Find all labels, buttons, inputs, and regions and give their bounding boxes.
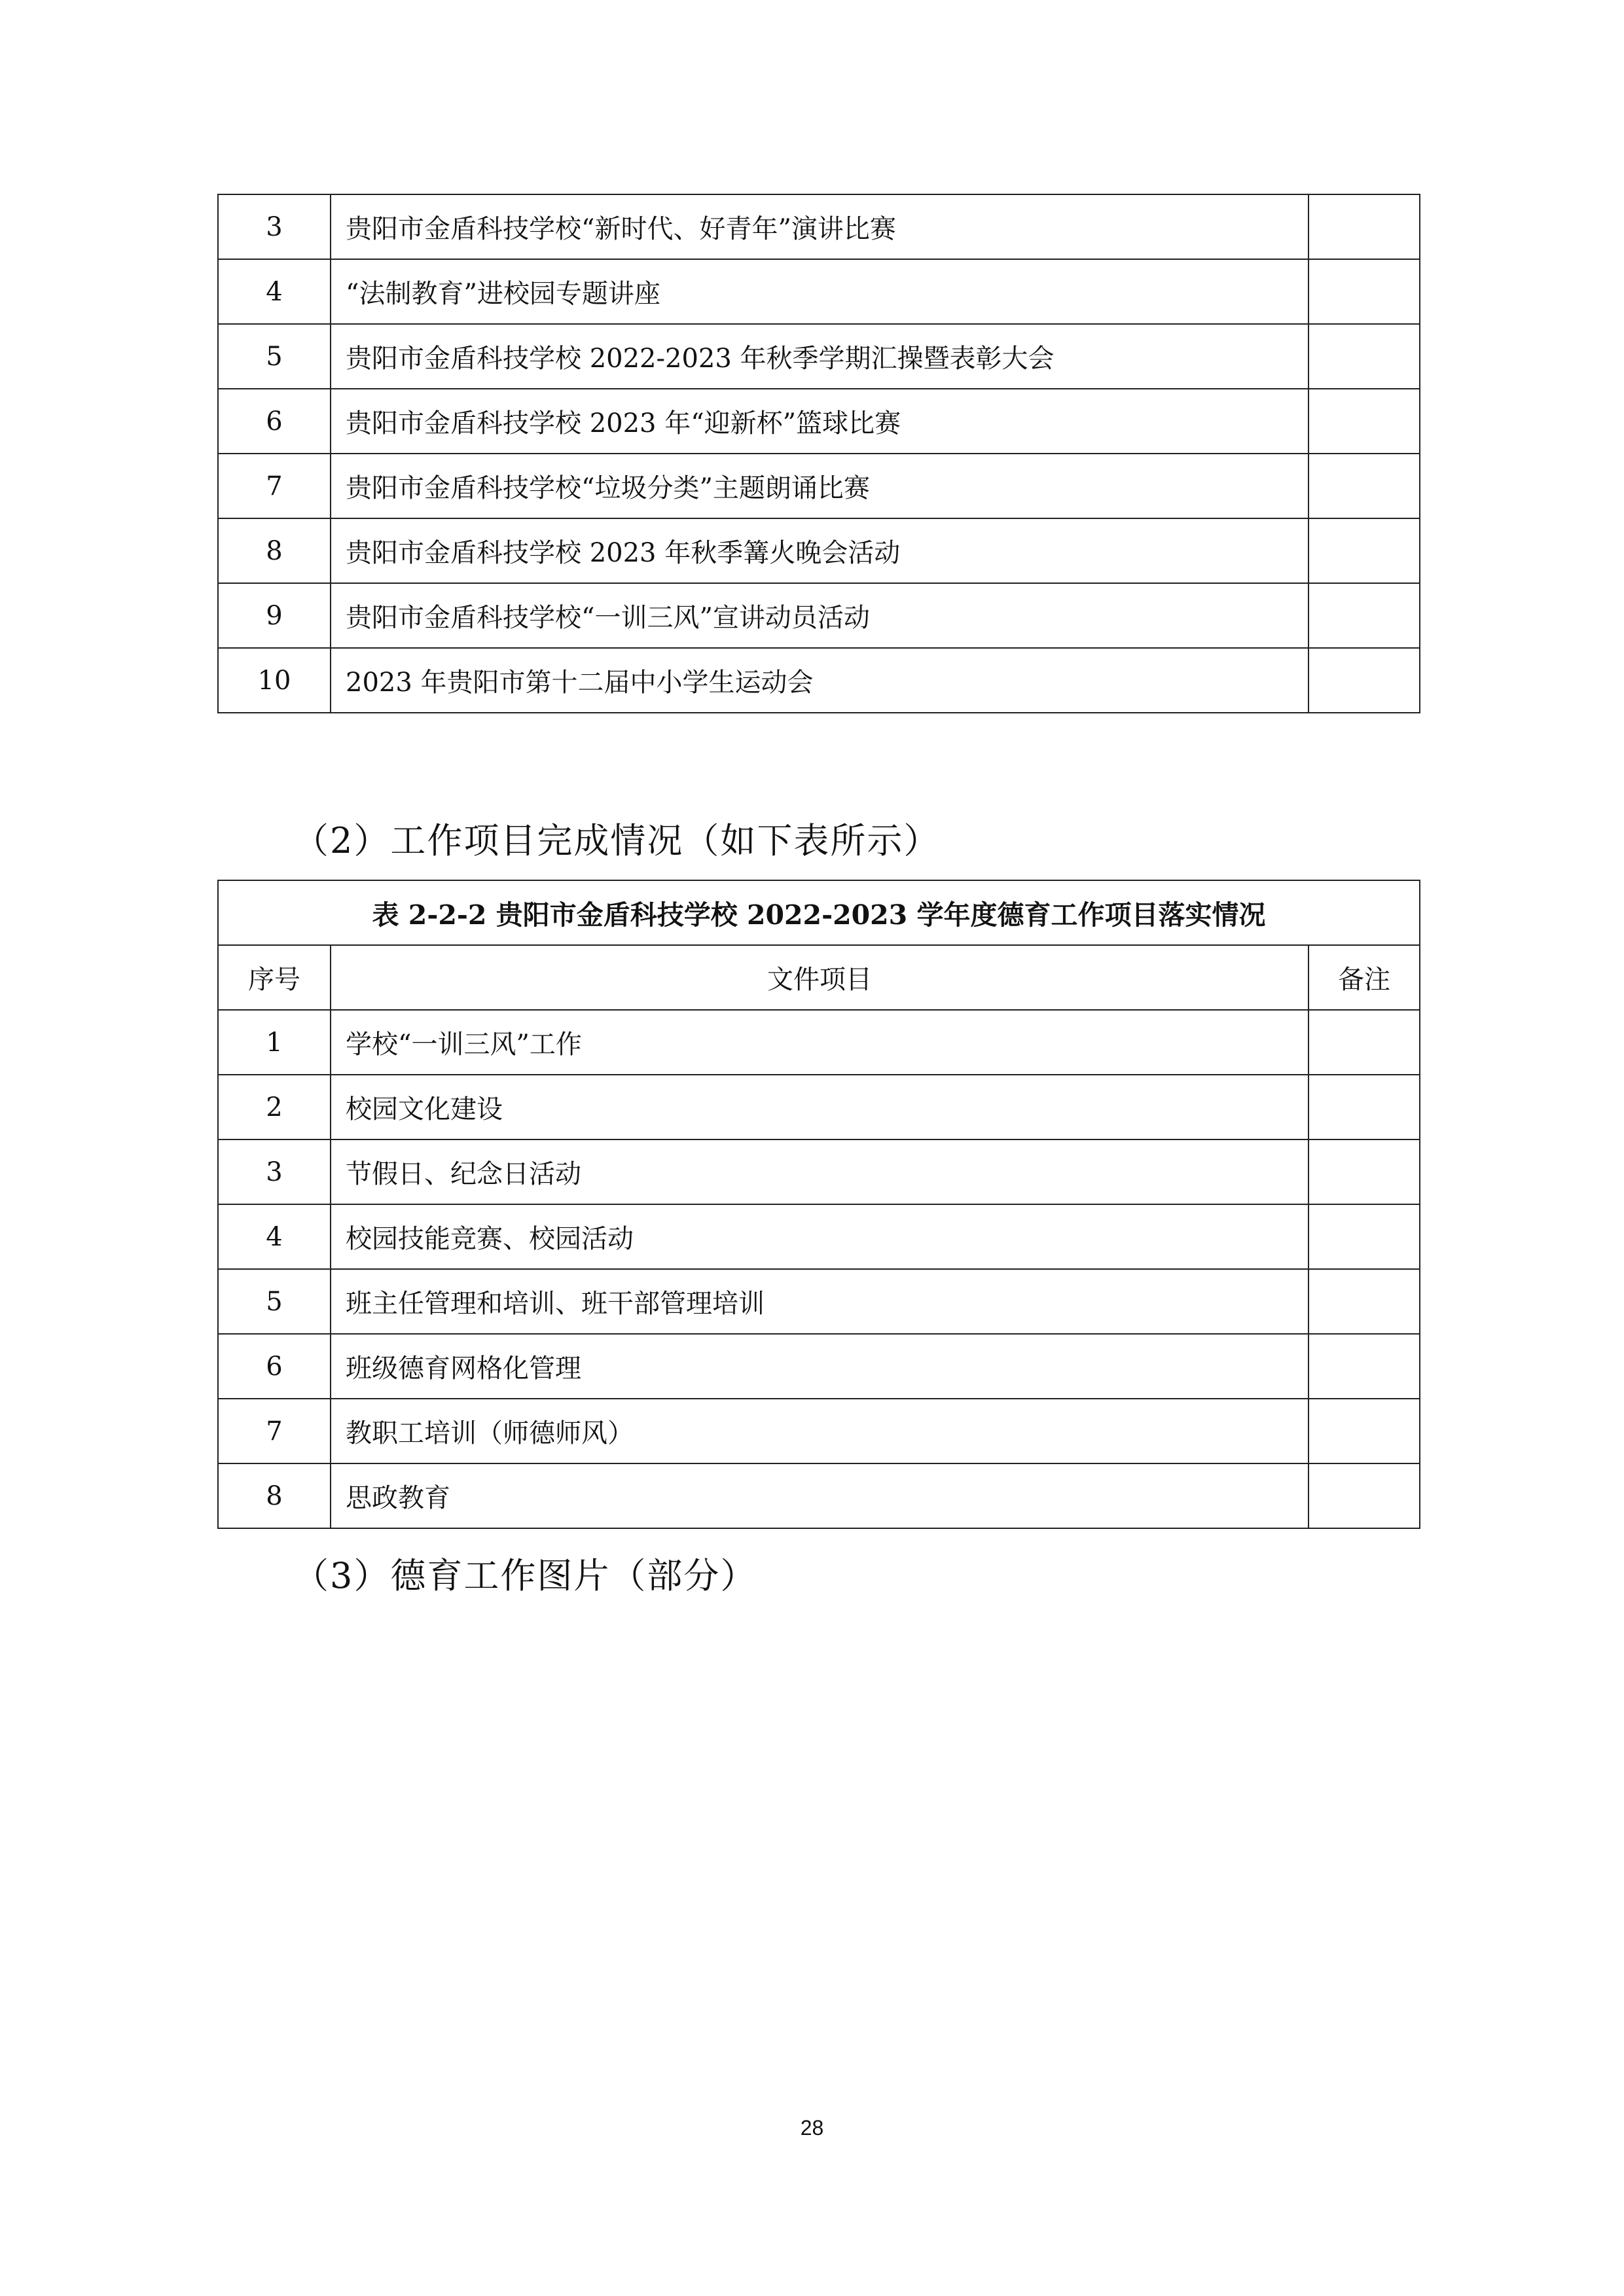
remark-cell [1308, 583, 1420, 648]
table-row [218, 259, 1420, 324]
remark-cell [1308, 1010, 1420, 1075]
remark-cell [1308, 1463, 1420, 1528]
activity-name: 贵阳市金盾科技学校 2023 年秋季篝火晚会活动 [331, 518, 1308, 583]
table-row [218, 1139, 1420, 1204]
activity-name: 2023 年贵阳市第十二届中小学生运动会 [331, 648, 1308, 713]
activity-name: 贵阳市金盾科技学校 2023 年“迎新杯”篮球比赛 [331, 389, 1308, 454]
activity-name: 贵阳市金盾科技学校“一训三风”宣讲动员活动 [331, 583, 1308, 648]
remark-cell [1308, 1399, 1420, 1463]
remark-cell [1308, 259, 1420, 324]
remark-cell [1308, 194, 1420, 259]
table-row [218, 1463, 1420, 1528]
remark-cell [1308, 454, 1420, 518]
row-number: 4 [218, 259, 331, 324]
table-header-row [218, 945, 1420, 1010]
row-number: 6 [218, 1334, 331, 1399]
activity-name: 贵阳市金盾科技学校“新时代、好青年”演讲比赛 [331, 194, 1308, 259]
remark-cell [1308, 324, 1420, 389]
remark-cell [1308, 1269, 1420, 1334]
activities-table [217, 194, 1420, 713]
activity-name: 贵阳市金盾科技学校“垃圾分类”主题朗诵比赛 [331, 454, 1308, 518]
project-item: 班主任管理和培训、班干部管理培训 [331, 1269, 1308, 1334]
table-caption: 表 2-2-2 贵阳市金盾科技学校 2022-2023 学年度德育工作项目落实情况 [218, 880, 1420, 945]
row-number: 6 [218, 389, 331, 454]
project-item: 教职工培训（师德师风） [331, 1399, 1308, 1463]
table-row [218, 1334, 1420, 1399]
project-item: 校园文化建设 [331, 1075, 1308, 1139]
row-number: 10 [218, 648, 331, 713]
table-row [218, 648, 1420, 713]
row-number: 7 [218, 454, 331, 518]
remark-cell [1308, 1334, 1420, 1399]
remark-cell [1308, 389, 1420, 454]
table-row [218, 324, 1420, 389]
table-row [218, 1204, 1420, 1269]
row-number: 1 [218, 1010, 331, 1075]
row-number: 2 [218, 1075, 331, 1139]
section-heading-work-projects: （2）工作项目完成情况（如下表所示） [293, 820, 941, 861]
table-row [218, 1399, 1420, 1463]
projects-table [217, 880, 1420, 1529]
table-row [218, 454, 1420, 518]
project-item: 班级德育网格化管理 [331, 1334, 1308, 1399]
remark-cell [1308, 518, 1420, 583]
header-remark: 备注 [1308, 945, 1420, 1010]
remark-cell [1308, 648, 1420, 713]
table-caption-row [218, 880, 1420, 945]
row-number: 3 [218, 1139, 331, 1204]
project-item: 学校“一训三风”工作 [331, 1010, 1308, 1075]
table-row [218, 1010, 1420, 1075]
activity-name: “法制教育”进校园专题讲座 [331, 259, 1308, 324]
page-number: 28 [800, 2116, 824, 2140]
table-row [218, 1075, 1420, 1139]
remark-cell [1308, 1075, 1420, 1139]
project-item: 节假日、纪念日活动 [331, 1139, 1308, 1204]
table-row [218, 1269, 1420, 1334]
row-number: 7 [218, 1399, 331, 1463]
project-item: 思政教育 [331, 1463, 1308, 1528]
header-item: 文件项目 [331, 945, 1308, 1010]
table-row [218, 518, 1420, 583]
row-number: 8 [218, 1463, 331, 1528]
table-row [218, 194, 1420, 259]
row-number: 8 [218, 518, 331, 583]
row-number: 5 [218, 1269, 331, 1334]
activity-name: 贵阳市金盾科技学校 2022-2023 年秋季学期汇操暨表彰大会 [331, 324, 1308, 389]
remark-cell [1308, 1204, 1420, 1269]
header-number: 序号 [218, 945, 331, 1010]
project-item: 校园技能竞赛、校园活动 [331, 1204, 1308, 1269]
row-number: 3 [218, 194, 331, 259]
row-number: 4 [218, 1204, 331, 1269]
remark-cell [1308, 1139, 1420, 1204]
table-row [218, 389, 1420, 454]
section-heading-photos: （3）德育工作图片（部分） [293, 1555, 757, 1596]
row-number: 9 [218, 583, 331, 648]
table-row [218, 583, 1420, 648]
row-number: 5 [218, 324, 331, 389]
